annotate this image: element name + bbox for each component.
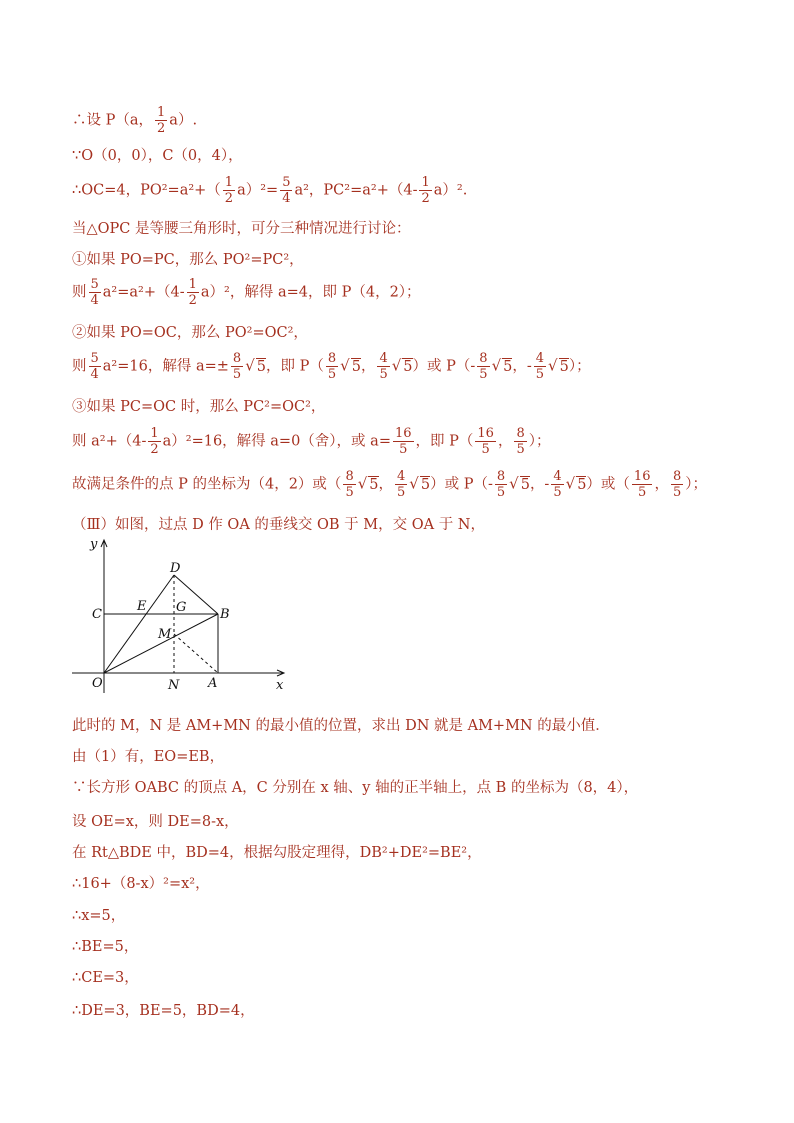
segment-ob [104,614,218,673]
label-e: E [137,599,147,614]
label-y: y [90,537,98,552]
label-d: D [170,561,181,576]
line-x-5: ∴x=5， [72,908,126,924]
line-case-3-solution: 则 a²+（4- $\frac{1}{2}$ a）²=16，解得 a=0（舍），或 a= $\frac{16}{5}$ ，即 P（ $\frac{16}{5}$ ， $\frac{8}{5}$ ）； [72,426,551,457]
line-set-oe: 设 OE=x，则 DE=8-x， [72,814,239,830]
line-conclusion: 故满足条件的点 P 的坐标为（4，2）或（ $\frac{8}{5}$ √ 5， $\frac{4}{5}$ √ 5）或 P（- $\frac{8}{5}$ √ 5，- $\frac{4}{5}$ √ 5）或（ $\frac{16}{5}$ ， $\frac{8}{5}$ ）； [72,469,707,500]
line-given-points: ∵O（0，0），C（0，4）， [72,148,243,164]
label-a: A [208,676,218,691]
line-set-p: ∴设 P（a， $\frac{1}{2}$ a）. [72,105,198,136]
line-eo-eb: 由（1）有，EO=EB， [72,749,225,765]
label-n: N [168,678,180,693]
line-part-3: （Ⅲ）如图，过点 D 作 OA 的垂线交 OB 于 M，交 OA 于 N， [72,517,485,533]
label-b: B [220,607,230,622]
segment-ma [174,634,218,673]
label-m: M [158,627,172,642]
label-o: O [92,676,103,691]
geometry-figure [72,537,292,695]
label-x: x [276,678,284,693]
label-c: C [92,607,102,622]
line-minimum: 此时的 M，N 是 AM+MN 的最小值的位置，求出 DN 就是 AM+MN 的最小值． [72,718,610,734]
line-case-3: ③如果 PC=OC 时，那么 PC²=OC²， [72,399,326,415]
line-ce-3: ∴CE=3， [72,970,139,986]
line-rectangle: ∵长方形 OABC 的顶点 A，C 分别在 x 轴、y 轴的正半轴上，点 B 的坐标为（8，4）， [72,780,639,796]
line-three-cases: 当△OPC 是等腰三角形时，可分三种情况进行讨论： [72,221,411,237]
line-equation: ∴16+（8-x）²=x²， [72,876,210,892]
line-de-be-bd: ∴DE=3，BE=5，BD=4， [72,1003,255,1019]
line-case-2: ②如果 PO=OC，那么 PO²=OC²， [72,325,308,341]
segment-od [104,575,174,673]
line-case-2-solution: 则 $\frac{5}{4}$ a²=16，解得 a=± $\frac{8}{5}$ √ 5，即 P（ $\frac{8}{5}$ √ 5， $\frac{4}{5}$ √ 5）或 P（- $\frac{8}{5}$ √ 5，- $\frac{4}{5}$ √ 5）； [72,351,591,382]
line-distances: ∴OC=4，PO²=a²+（ $\frac{1}{2}$ a）²= $\frac{5}{4}$ a²，PC²=a²+（4- $\frac{1}{2}$ a）². [72,175,468,206]
line-be-5: ∴BE=5， [72,939,139,955]
line-case-1: ①如果 PO=PC，那么 PO²=PC²， [72,252,304,268]
line-case-1-solution: 则 $\frac{5}{4}$ a²=a²+（4- $\frac{1}{2}$ a）²，解得 a=4，即 P（4，2）； [72,277,421,308]
label-g: G [176,600,187,615]
line-pythagoras: 在 Rt△BDE 中，BD=4，根据勾股定理得，DB²+DE²=BE²， [72,845,482,861]
